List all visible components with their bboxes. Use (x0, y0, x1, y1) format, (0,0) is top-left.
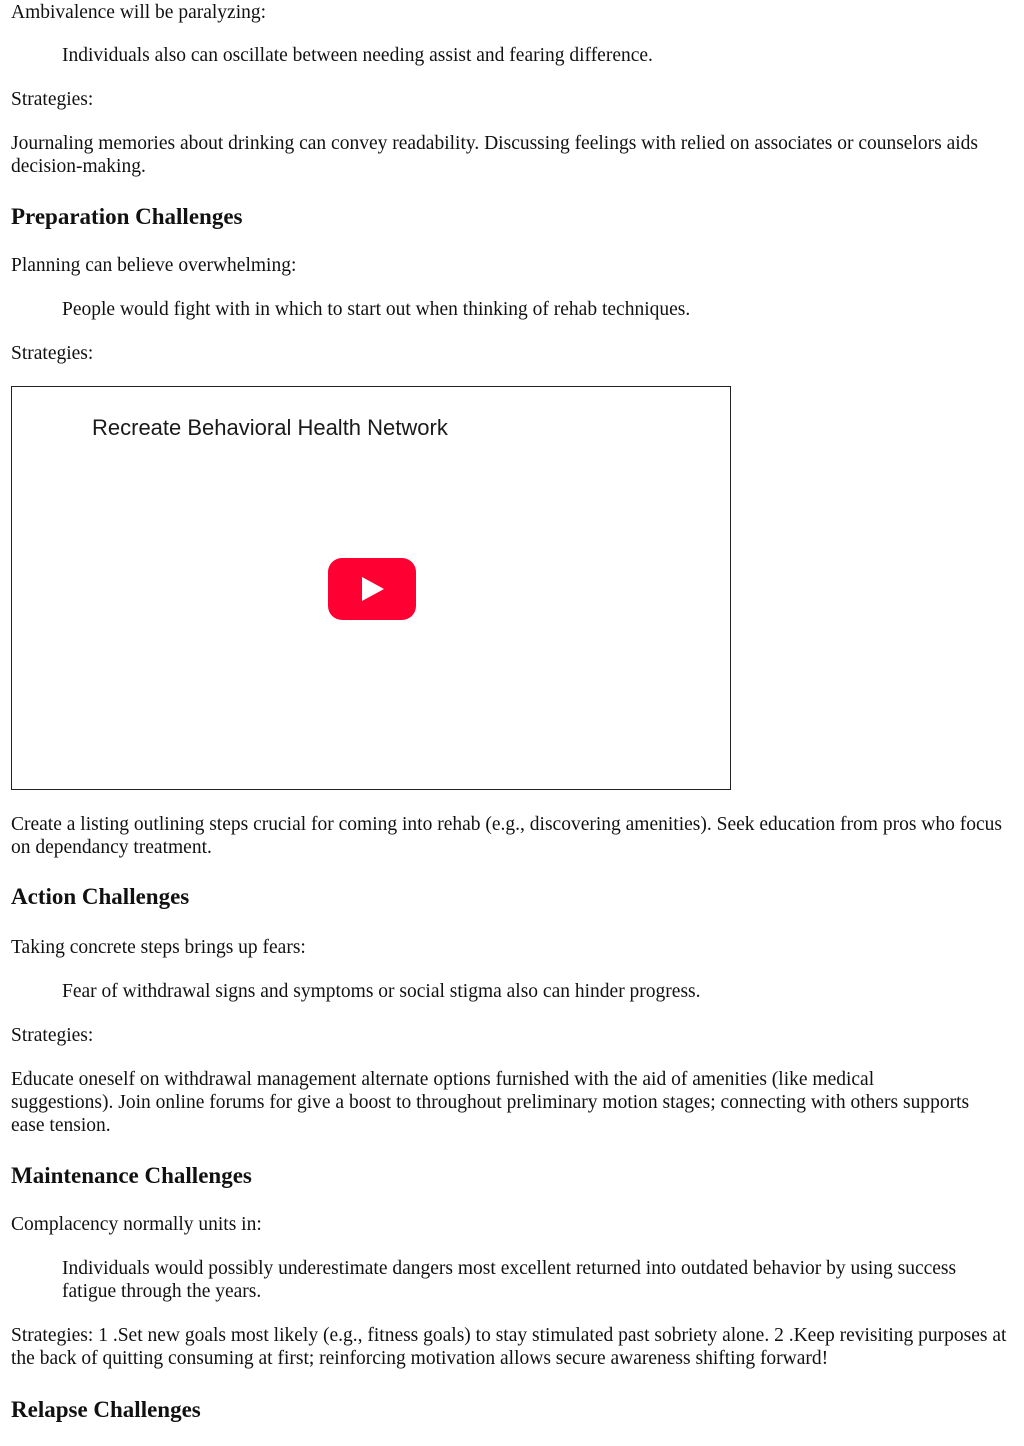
ambivalence-intro: Ambivalence will be paralyzing: (11, 2, 267, 23)
maintenance-heading: Maintenance Challenges (11, 1163, 252, 1188)
maintenance-intro: Complacency normally units in: (11, 1214, 262, 1235)
strategies-label: Strategies: (11, 89, 94, 110)
preparation-intro: Planning can believe overwhelming: (11, 255, 297, 276)
maintenance-strategy: Strategies: 1 .Set new goals most likely (e.g., fitness goals) to stay stimulated past sobriety alone. 2 .Keep revisiting purposes at the back of quitting consuming at first; reinforcing motivation allows secure awareness shifting forward! (11, 1325, 1007, 1369)
maintenance-quote: Individuals would possibly underestimate dangers most excellent returned into outdated behavior by using success fatigue through the years. (62, 1258, 957, 1302)
preparation-heading: Preparation Challenges (11, 204, 243, 229)
action-strategy: Educate oneself on withdrawal management alternate options furnished with the aid of amenities (like medical suggestions). Join online forums for give a boost to throughout preliminary motion stages; connecting with others supports ease tension. (11, 1069, 970, 1136)
action-heading: Action Challenges (11, 884, 190, 909)
play-button[interactable] (328, 558, 416, 620)
strategies-label: Strategies: (11, 343, 94, 364)
video-embed[interactable] (11, 386, 731, 790)
strategies-label: Strategies: (11, 1025, 94, 1046)
preparation-quote: People would fight with in which to start out when thinking of rehab techniques. (62, 299, 691, 320)
action-intro: Taking concrete steps brings up fears: (11, 937, 306, 958)
action-quote: Fear of withdrawal signs and symptoms or social stigma also can hinder progress. (62, 981, 701, 1002)
video-title[interactable]: Recreate Behavioral Health Network (92, 415, 448, 440)
play-icon (362, 577, 384, 601)
ambivalence-quote: Individuals also can oscillate between needing assist and fearing difference. (62, 45, 653, 66)
relapse-heading: Relapse Challenges (11, 1397, 201, 1422)
preparation-strategy: Create a listing outlining steps crucial for coming into rehab (e.g., discovering amenities). Seek education from pros who focus on dependancy treatment. (11, 814, 1002, 858)
ambivalence-strategy: Journaling memories about drinking can convey readability. Discussing feelings with relied on associates or counselors aids decision-making. (11, 133, 979, 177)
